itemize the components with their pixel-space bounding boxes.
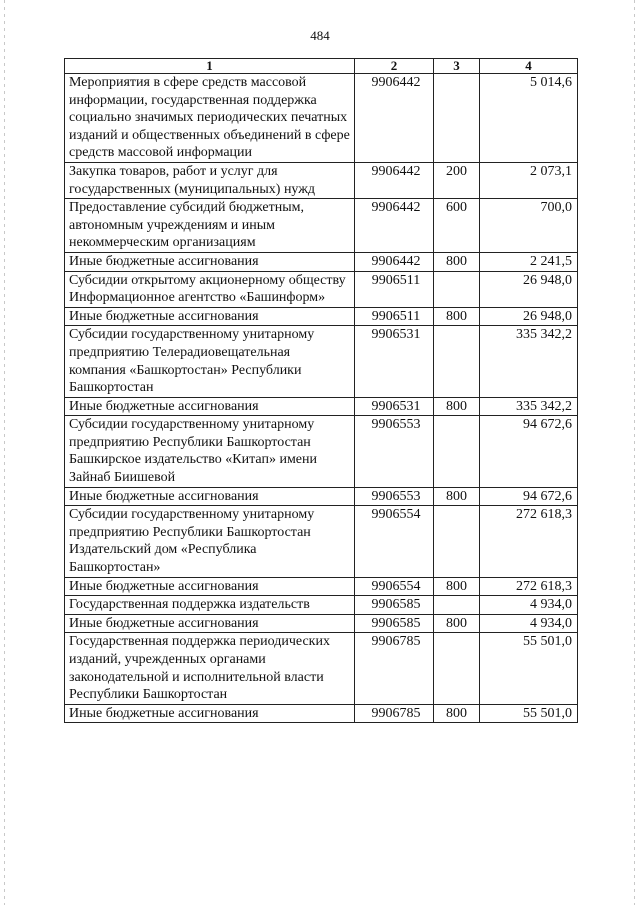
row-type [434,326,480,397]
row-type [434,633,480,704]
row-code: 9906442 [355,162,434,198]
table-row [65,614,578,633]
row-code: 9906531 [355,397,434,416]
row-name: Предоставление субсидий бюджетным, автономным учреждениям и иным некоммерческим организациям [65,199,355,253]
row-amount: 272 618,3 [480,577,578,596]
row-type: 600 [434,199,480,253]
table-row [65,271,578,307]
row-name: Иные бюджетные ассигнования [65,614,355,633]
row-code: 9906442 [355,252,434,271]
row-amount: 55 501,0 [480,704,578,723]
row-amount: 272 618,3 [480,506,578,577]
column-header-amount: 4 [480,59,578,74]
row-name: Иные бюджетные ассигнования [65,577,355,596]
row-amount: 5 014,6 [480,74,578,163]
row-amount: 55 501,0 [480,633,578,704]
row-type: 800 [434,614,480,633]
row-type: 800 [434,577,480,596]
row-type [434,74,480,163]
row-amount: 94 672,6 [480,487,578,506]
row-name: Субсидии открытому акционерному обществу Информационное агентство «Башинформ» [65,271,355,307]
row-code: 9906553 [355,487,434,506]
row-code: 9906785 [355,704,434,723]
row-name: Иные бюджетные ассигнования [65,704,355,723]
row-code: 9906442 [355,199,434,253]
row-amount: 335 342,2 [480,397,578,416]
column-header-name: 1 [65,59,355,74]
row-code: 9906585 [355,614,434,633]
row-type: 200 [434,162,480,198]
row-code: 9906553 [355,416,434,487]
row-amount: 94 672,6 [480,416,578,487]
row-name: Субсидии государственному унитарному предприятию Телерадиовещательная компания «Башкортостан» Республики Башкортостан [65,326,355,397]
table-row [65,397,578,416]
row-name: Иные бюджетные ассигнования [65,487,355,506]
table-row [65,704,578,723]
row-amount: 26 948,0 [480,271,578,307]
row-amount: 2 073,1 [480,162,578,198]
row-name: Иные бюджетные ассигнования [65,252,355,271]
table-row [65,326,578,397]
table-row [65,162,578,198]
scan-edge-right [634,0,635,905]
table-row [65,596,578,615]
row-type [434,506,480,577]
row-amount: 26 948,0 [480,307,578,326]
row-name: Иные бюджетные ассигнования [65,397,355,416]
row-name: Государственная поддержка периодических изданий, учрежденных органами законодательной и исполнительной власти Республики Башкортостан [65,633,355,704]
row-amount: 4 934,0 [480,614,578,633]
page-number: 484 [310,28,330,43]
row-name: Иные бюджетные ассигнования [65,307,355,326]
row-type [434,271,480,307]
table-row [65,307,578,326]
row-type: 800 [434,704,480,723]
row-type: 800 [434,397,480,416]
row-amount: 700,0 [480,199,578,253]
budget-allocation-table [64,58,578,723]
row-type [434,596,480,615]
row-code: 9906511 [355,307,434,326]
row-amount: 4 934,0 [480,596,578,615]
row-type [434,416,480,487]
table-row [65,252,578,271]
column-header-type: 3 [434,59,480,74]
scan-edge-left [4,0,5,905]
row-name: Субсидии государственному унитарному предприятию Республики Башкортостан Издательский дом «Республика Башкортостан» [65,506,355,577]
row-code: 9906585 [355,596,434,615]
row-name: Государственная поддержка издательств [65,596,355,615]
row-type: 800 [434,307,480,326]
table-row [65,416,578,487]
table-row [65,577,578,596]
table-row [65,487,578,506]
row-name: Мероприятия в сфере средств массовой информации, государственная поддержка социально значимых периодических печатных изданий и общественных объединений в сфере средств массовой информации [65,74,355,163]
table-row [65,74,578,163]
row-name: Закупка товаров, работ и услуг для государственных (муниципальных) нужд [65,162,355,198]
row-code: 9906442 [355,74,434,163]
column-header-code: 2 [355,59,434,74]
row-type: 800 [434,487,480,506]
row-code: 9906554 [355,577,434,596]
row-code: 9906785 [355,633,434,704]
row-name: Субсидии государственному унитарному предприятию Республики Башкортостан Башкирское издательство «Китап» имени Зайнаб Биишевой [65,416,355,487]
row-code: 9906554 [355,506,434,577]
row-code: 9906511 [355,271,434,307]
table-row [65,633,578,704]
table-header-row [65,59,578,74]
row-type: 800 [434,252,480,271]
row-code: 9906531 [355,326,434,397]
row-amount: 2 241,5 [480,252,578,271]
table-row [65,199,578,253]
row-amount: 335 342,2 [480,326,578,397]
table-row [65,506,578,577]
